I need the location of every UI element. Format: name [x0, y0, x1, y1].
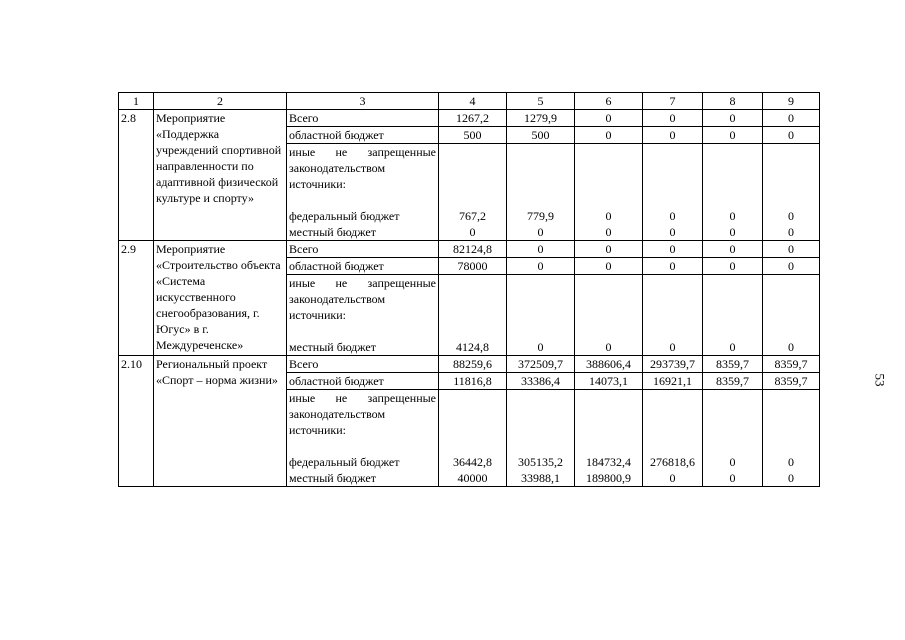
source-label: местный бюджет — [289, 340, 376, 354]
source-group — [287, 275, 439, 356]
value-cell: 1267,2 — [439, 110, 507, 127]
table-row — [119, 110, 820, 127]
value-cell: 1279,9 — [507, 110, 575, 127]
value-cell: 0 0 — [763, 144, 820, 241]
value-cell: 0 — [763, 110, 820, 127]
value-cell: 0 — [575, 275, 643, 356]
value-cell: 88259,6 — [439, 356, 507, 373]
value-cell: 11816,8 — [439, 373, 507, 390]
header-cell: 2 — [154, 93, 287, 110]
source-group — [287, 390, 439, 487]
value-cell: 500 — [507, 127, 575, 144]
value-cell: 8359,7 — [763, 356, 820, 373]
value-cell: 16921,1 — [643, 373, 703, 390]
header-cell: 1 — [119, 93, 154, 110]
row-number: 2.8 — [119, 110, 154, 241]
value-cell: 0 — [763, 275, 820, 356]
source-label: иные не запрещенные законодательством источники: — [289, 145, 436, 191]
row-number: 2.10 — [119, 356, 154, 487]
value-cell: 184732,4 189800,9 — [575, 390, 643, 487]
value-cell: 0 — [643, 275, 703, 356]
source-label: Всего — [287, 356, 439, 373]
value-cell: 500 — [439, 127, 507, 144]
value-cell: 305135,2 33988,1 — [507, 390, 575, 487]
header-cell: 5 — [507, 93, 575, 110]
value-cell: 0 — [575, 241, 643, 258]
table-row — [119, 241, 820, 258]
source-label: Всего — [287, 110, 439, 127]
source-label: Всего — [287, 241, 439, 258]
value-cell: 0 — [703, 110, 763, 127]
value-cell: 0 0 — [703, 144, 763, 241]
value-cell: 0 — [575, 127, 643, 144]
value-cell: 0 — [507, 275, 575, 356]
table-row — [119, 356, 820, 373]
value-cell: 293739,7 — [643, 356, 703, 373]
value-cell: 0 0 — [763, 390, 820, 487]
header-cell: 8 — [703, 93, 763, 110]
header-cell: 6 — [575, 93, 643, 110]
budget-table — [118, 92, 820, 487]
header-row — [119, 93, 820, 110]
value-cell: 0 — [507, 241, 575, 258]
value-cell: 0 — [643, 258, 703, 275]
header-cell: 4 — [439, 93, 507, 110]
value-cell: 0 0 — [575, 144, 643, 241]
header-cell: 9 — [763, 93, 820, 110]
row-number: 2.9 — [119, 241, 154, 356]
activity-name: Мероприятие «Строительство объекта «Система искусственного снегообразования, г. Югус» в г. Междуреченске» — [154, 241, 287, 356]
value-cell: 276818,6 0 — [643, 390, 703, 487]
value-cell: 0 — [507, 258, 575, 275]
value-cell: 0 — [703, 258, 763, 275]
source-label: иные не запрещенные законодательством источники: — [289, 276, 436, 322]
value-cell: 36442,8 40000 — [439, 390, 507, 487]
value-cell: 8359,7 — [763, 373, 820, 390]
source-label: областной бюджет — [287, 373, 439, 390]
source-label: областной бюджет — [287, 127, 439, 144]
value-cell: 82124,8 — [439, 241, 507, 258]
value-cell: 0 — [643, 110, 703, 127]
source-label: местный бюджет — [289, 471, 376, 485]
source-group — [287, 144, 439, 241]
source-label: федеральный бюджет — [289, 455, 400, 469]
value-cell: 8359,7 — [703, 356, 763, 373]
value-cell: 14073,1 — [575, 373, 643, 390]
value-cell: 0 0 — [703, 390, 763, 487]
value-cell: 0 — [575, 110, 643, 127]
value-cell: 0 — [703, 275, 763, 356]
value-cell: 767,2 0 — [439, 144, 507, 241]
value-cell: 0 — [643, 241, 703, 258]
value-cell: 4124,8 — [439, 275, 507, 356]
value-cell: 0 — [703, 241, 763, 258]
source-label: федеральный бюджет — [289, 209, 400, 223]
page-number: 53 — [872, 373, 888, 387]
value-cell: 8359,7 — [703, 373, 763, 390]
value-cell: 0 — [763, 258, 820, 275]
value-cell: 0 — [703, 127, 763, 144]
value-cell: 372509,7 — [507, 356, 575, 373]
value-cell: 779,9 0 — [507, 144, 575, 241]
source-label: местный бюджет — [289, 225, 376, 239]
header-cell: 3 — [287, 93, 439, 110]
value-cell: 0 — [575, 258, 643, 275]
value-cell: 0 — [763, 241, 820, 258]
source-label: областной бюджет — [287, 258, 439, 275]
activity-name: Мероприятие «Поддержка учреждений спортивной направленности по адаптивной физической культуре и спорту» — [154, 110, 287, 241]
source-label: иные не запрещенные законодательством источники: — [289, 391, 436, 437]
value-cell: 0 0 — [643, 144, 703, 241]
value-cell: 33386,4 — [507, 373, 575, 390]
activity-name: Региональный проект «Спорт – норма жизни» — [154, 356, 287, 487]
value-cell: 0 — [763, 127, 820, 144]
value-cell: 0 — [643, 127, 703, 144]
header-cell: 7 — [643, 93, 703, 110]
value-cell: 78000 — [439, 258, 507, 275]
value-cell: 388606,4 — [575, 356, 643, 373]
